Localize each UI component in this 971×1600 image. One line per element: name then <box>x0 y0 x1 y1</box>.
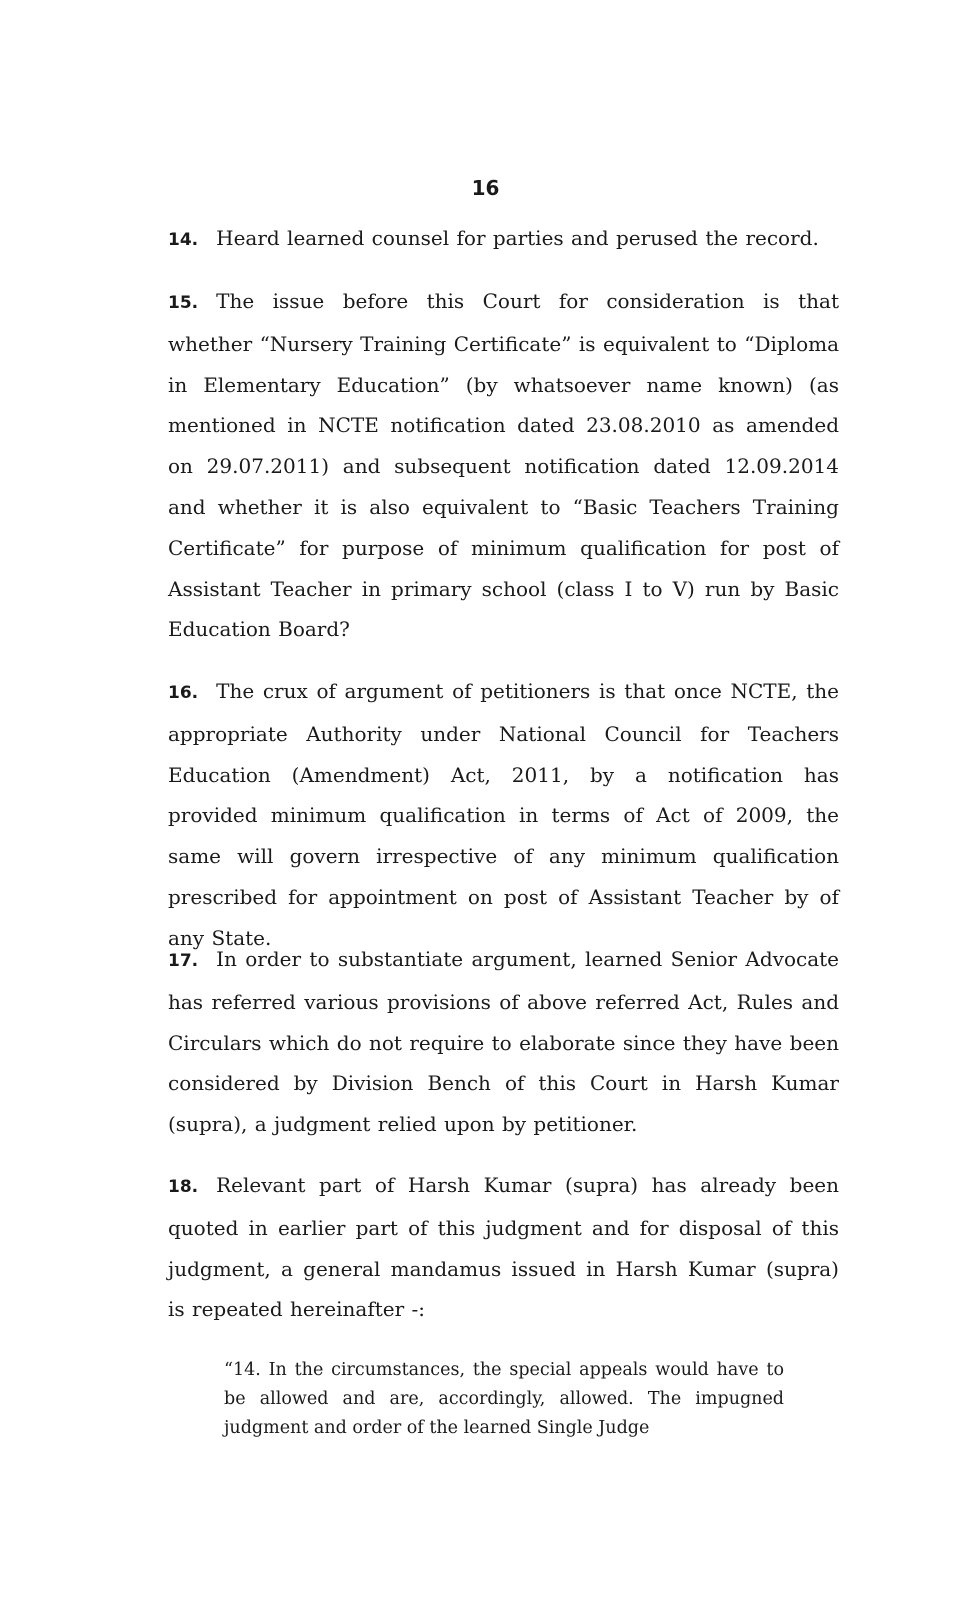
block-quote: “14. In the circumstances, the special appeals would have to be allowed and are, accordingly, allowed. The impugned judgment and order of the learned Single Judge <box>224 1360 784 1438</box>
paragraph-number: 18. <box>168 1177 199 1197</box>
paragraph-number: 15. <box>168 293 199 313</box>
paragraph-16 <box>168 671 839 959</box>
paragraph-text: Relevant part of Harsh Kumar (supra) has already been quoted in earlier part of this judgment and for disposal of this judgment, a general mandamus issued in Harsh Kumar (supra) is repeated hereinafter -: <box>168 1173 839 1322</box>
paragraph-number: 16. <box>168 683 199 703</box>
paragraph-text: The issue before this Court for consideration is that whether “Nursery Training Certificate” is equivalent to “Diploma in Elementary Education” (by whatsoever name known) (as mentioned in NCTE notification dated 23.08.2010 as amended on 29.07.2011) and subsequent notification dated 12.09.2014 and whether it is also equivalent to “Basic Teachers Training Certificate” for purpose of minimum qualification for post of Assistant Teacher in primary school (class I to V) run by Basic Education Board? <box>168 289 839 642</box>
page-number: 16 <box>471 176 500 200</box>
paragraph-18 <box>168 1165 839 1330</box>
paragraph-text: Heard learned counsel for parties and perused the record. <box>216 226 819 250</box>
paragraph-number: 14. <box>168 230 199 250</box>
paragraph-text: In order to substantiate argument, learned Senior Advocate has referred various provisions of above referred Act, Rules and Circulars which do not require to elaborate since they have been considered by Division Bench of this Court in Harsh Kumar (supra), a judgment relied upon by petitioner. <box>168 947 839 1137</box>
paragraph-17 <box>168 939 839 1145</box>
paragraph-number: 17. <box>168 951 199 971</box>
paragraph-text: The crux of argument of petitioners is that once NCTE, the appropriate Authority under National Council for Teachers Education (Amendment) Act, 2011, by a notification has provided minimum qualification in terms of Act of 2009, the same will govern irrespective of any minimum qualification prescribed for appointment on post of Assistant Teacher by of any State. <box>168 679 839 950</box>
paragraph-14 <box>168 218 839 261</box>
paragraph-15 <box>168 281 839 650</box>
